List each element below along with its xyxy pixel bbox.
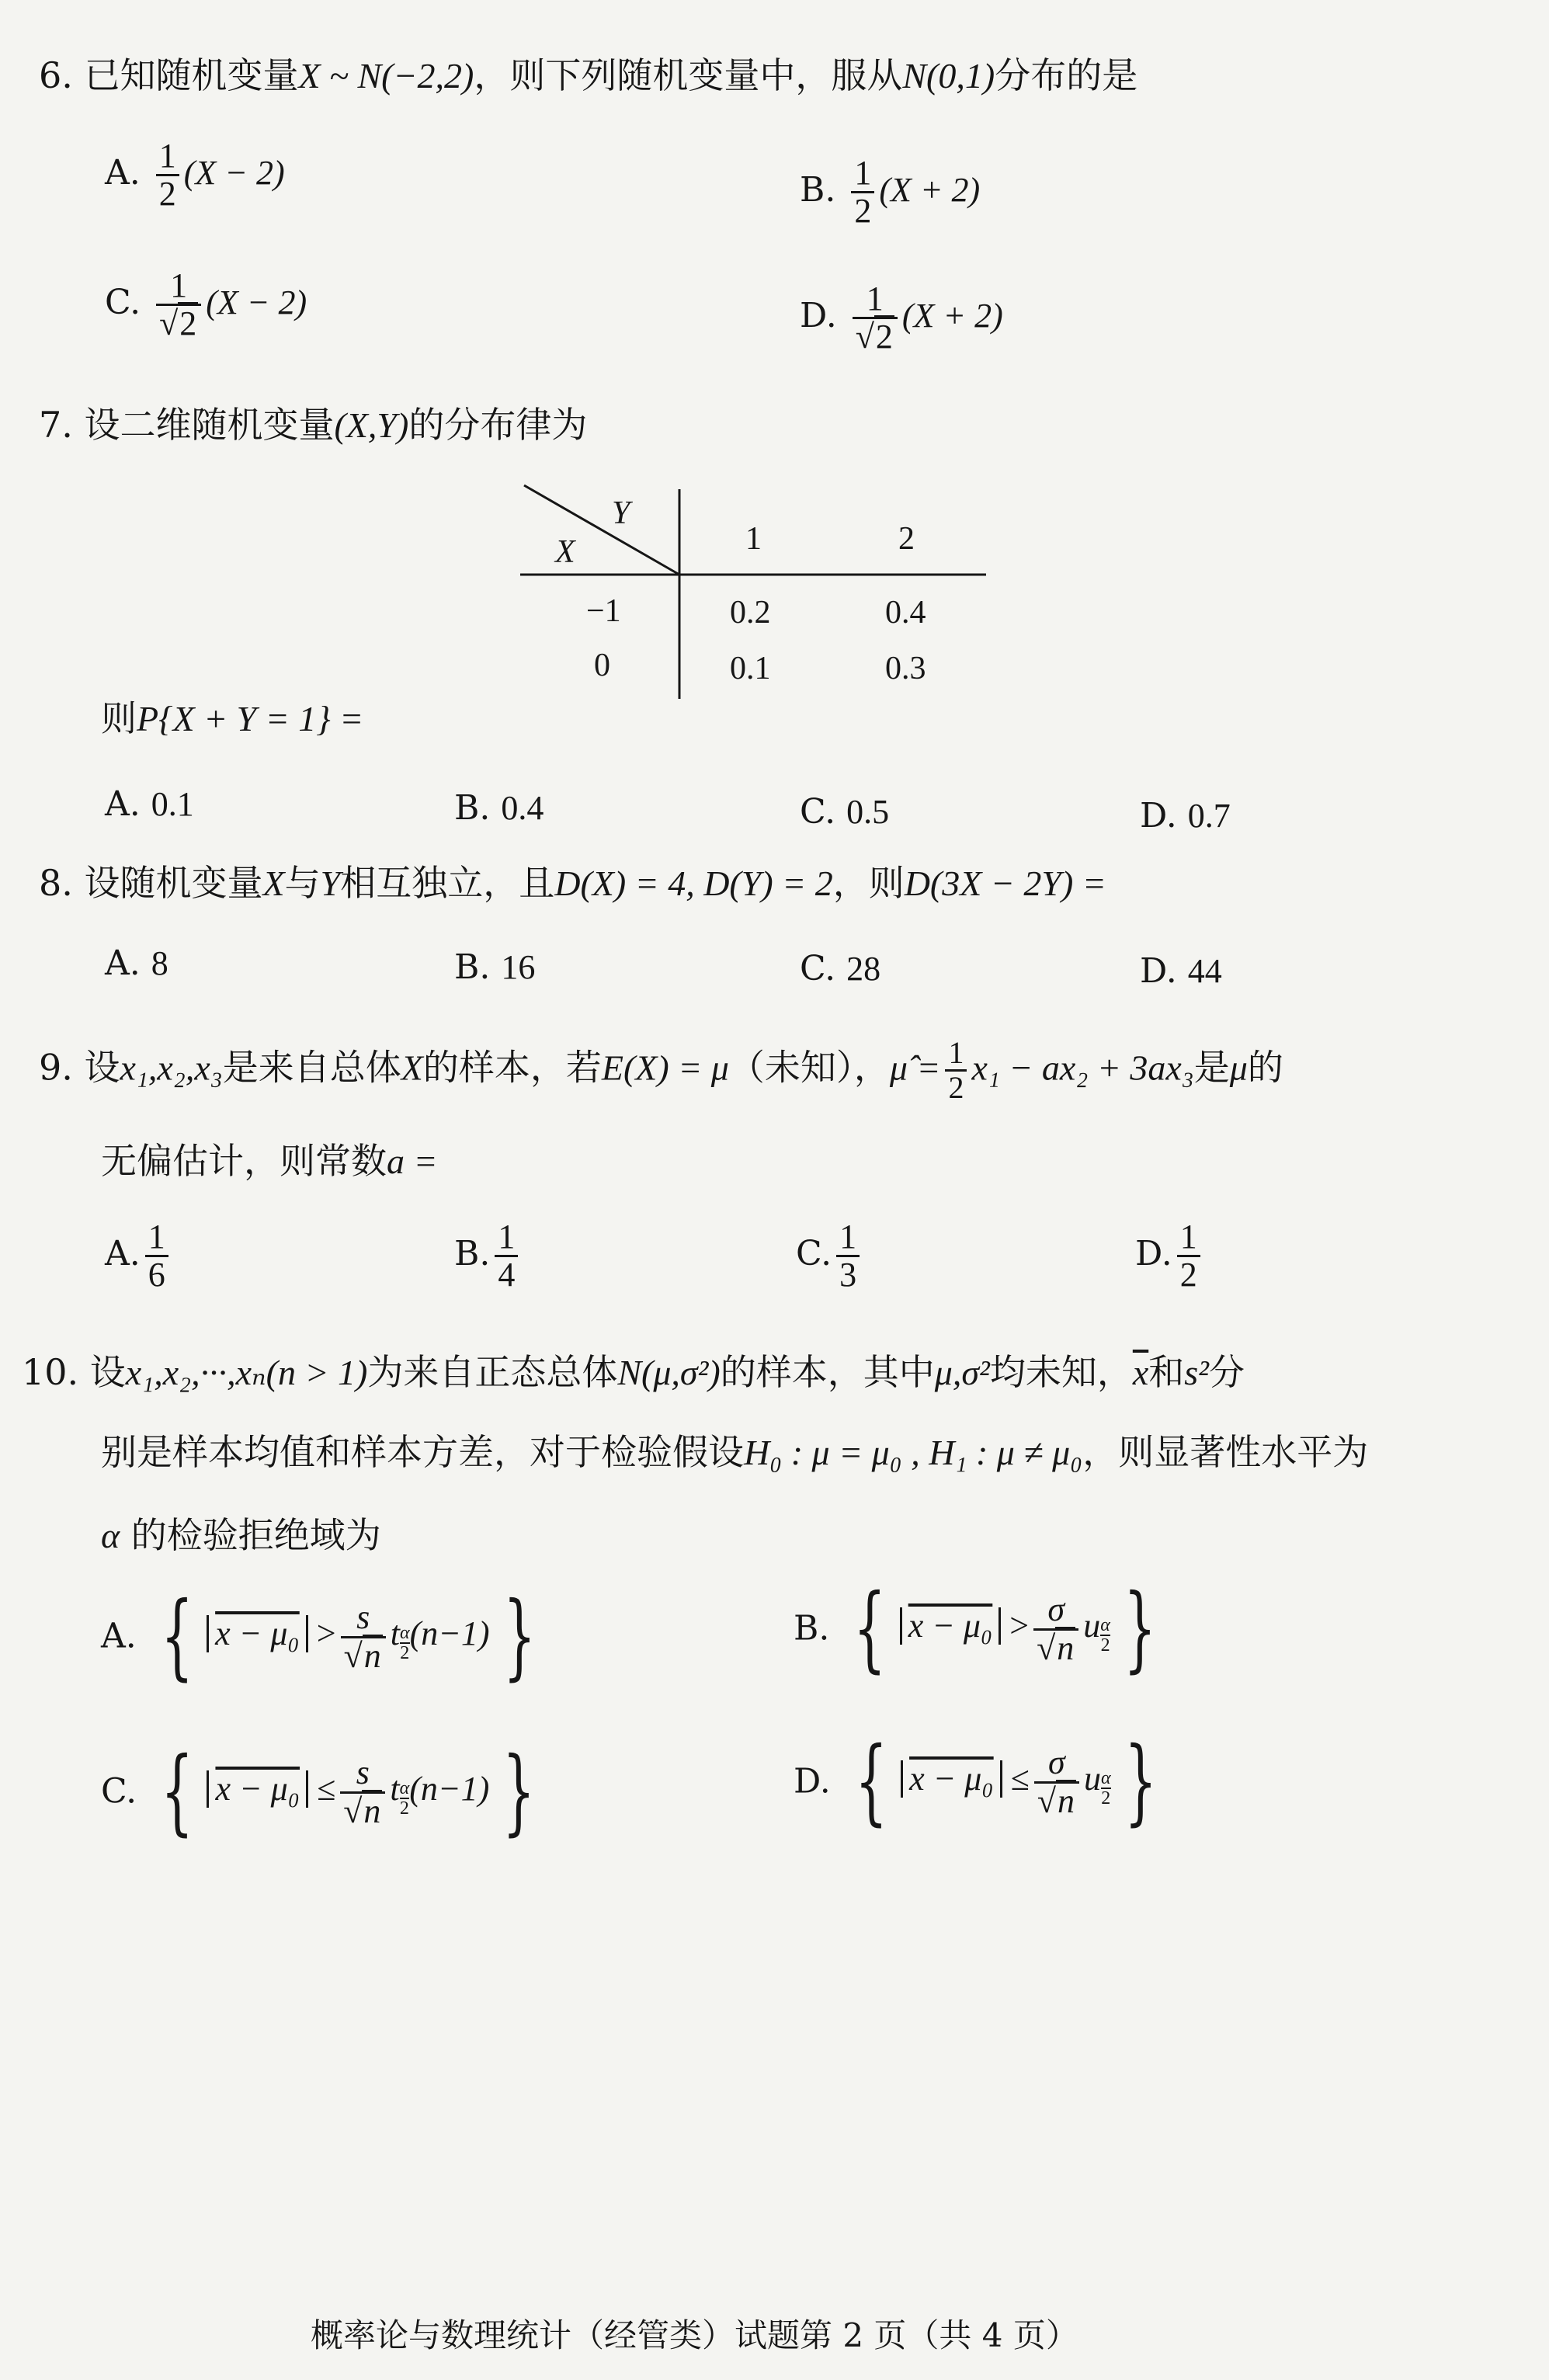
option-label: A. [105, 784, 141, 824]
alpha-den: 2 [400, 1643, 410, 1664]
q8-option-d[interactable] [1140, 951, 1222, 992]
q10-line2 [101, 1431, 1368, 1474]
q10-text-d: 均未知， [989, 1351, 1133, 1393]
frac-num: 1 [156, 138, 179, 176]
q9-option-c[interactable] [796, 1219, 864, 1293]
frac-num: 1 [1177, 1219, 1200, 1257]
alpha-den: 2 [1100, 1635, 1110, 1656]
q9-stem [39, 1037, 1283, 1104]
table-row-header: X [555, 534, 575, 570]
left-brace-icon: { [160, 1583, 193, 1690]
q8-text-a: 设随机变量 [84, 862, 263, 904]
q8-option-b[interactable] [454, 947, 535, 988]
q10-option-c[interactable] [101, 1738, 549, 1846]
sqrt-icon: √ [1037, 1781, 1056, 1820]
q9-estimator-lhs: μ̂ = [889, 1048, 941, 1088]
q9-text-d: （未知）， [728, 1046, 890, 1089]
alpha-den: 2 [1101, 1788, 1111, 1809]
option-lhs: x − μ₀ [215, 1614, 300, 1653]
frac-den: 4 [498, 1256, 516, 1294]
option-label: B. [454, 947, 491, 987]
q10-line2-b: ，则显著性水平为 [1082, 1431, 1369, 1473]
option-label: D. [1140, 951, 1177, 991]
option-value: 44 [1187, 952, 1222, 990]
q8-cond: D(X) = 4, D(Y) = 2 [554, 863, 833, 903]
option-value: 0.5 [846, 793, 890, 831]
frac-num: s [341, 1600, 386, 1638]
frac-num: 1 [853, 281, 898, 319]
q10-option-d[interactable] [794, 1728, 1170, 1836]
q10-line3-text: 的检验拒绝域为 [130, 1514, 381, 1556]
left-brace-icon: { [161, 1738, 194, 1846]
frac-num: σ [1034, 1745, 1079, 1783]
q9-line2 [101, 1140, 438, 1183]
q8-option-a[interactable] [105, 943, 168, 985]
option-stat: u [1083, 1760, 1101, 1798]
page-footer: 概率论与数理统计（经管类）试题第 2 页（共 4 页） [311, 2316, 1078, 2354]
q10-params: μ,σ² [934, 1353, 990, 1392]
table-cell-value: 0.1 [730, 651, 771, 686]
q10-option-a[interactable] [101, 1583, 549, 1690]
option-lhs: x − μ₀ [909, 1760, 994, 1798]
frac-num: 1 [495, 1219, 518, 1257]
q10-text-b: 为来自正态总体 [367, 1351, 618, 1393]
option-value: 28 [846, 950, 881, 988]
q9-mu: μ [1229, 1048, 1248, 1088]
q9-text-e: 是 [1193, 1046, 1230, 1089]
frac-num: 1 [945, 1037, 967, 1072]
q7-text-a: 设二维随机变量 [84, 404, 335, 446]
q8-option-c[interactable] [800, 949, 880, 990]
q6-option-d[interactable] [800, 281, 1003, 355]
sqrt-icon: √ [1037, 1628, 1056, 1667]
option-label: B. [800, 170, 836, 210]
q6-target: N(0,1) [902, 56, 995, 96]
q6-option-c[interactable] [105, 268, 307, 342]
q7-stem [39, 404, 587, 446]
sqrt-icon: √ [159, 304, 179, 343]
q7-number: 7. [39, 404, 73, 446]
alpha-num: α [1100, 1615, 1110, 1636]
q7-option-d[interactable] [1140, 796, 1231, 837]
frac-num: 1 [156, 268, 201, 306]
left-brace-icon: { [854, 1728, 887, 1836]
q9-text-f: 的 [1247, 1046, 1283, 1089]
option-value: 0.7 [1187, 797, 1231, 835]
q9-number: 9. [39, 1046, 73, 1089]
q9-option-a[interactable] [105, 1219, 173, 1293]
sqrt-icon: √ [343, 1636, 363, 1675]
q8-target: D(3X − 2Y) = [904, 863, 1106, 903]
q8-y: Y [320, 863, 341, 903]
q7-distribution-table [520, 478, 1002, 703]
q10-line2-a: 别是样本均值和样本方差，对于检验假设 [101, 1431, 744, 1473]
q9-x: X [401, 1048, 423, 1088]
q10-text-e: 和 [1148, 1351, 1185, 1393]
q10-xbar: $\overline{x}$ [1132, 1353, 1149, 1392]
frac-den: 3 [839, 1256, 857, 1294]
option-label: C. [105, 283, 141, 323]
option-expr: (X + 2) [901, 297, 1003, 335]
option-label: A. [105, 943, 141, 983]
option-value: 16 [501, 948, 536, 986]
option-label: B. [794, 1608, 830, 1649]
q8-text-d: ，则 [832, 862, 905, 904]
q8-text-b: 与 [284, 862, 321, 904]
q6-number: 6. [39, 54, 73, 96]
frac-num: s [340, 1755, 385, 1793]
q7-question-prefix: 则 [101, 697, 137, 739]
table-row-label: −1 [586, 593, 621, 629]
frac-den: n [362, 1790, 382, 1830]
option-value: 8 [151, 944, 168, 982]
option-op: ≤ [1010, 1760, 1030, 1798]
option-label: D. [1135, 1234, 1172, 1274]
q6-text-a: 已知随机变量 [84, 54, 299, 96]
option-label: C. [796, 1234, 832, 1274]
q6-option-b[interactable] [800, 155, 980, 229]
q9-option-b[interactable] [454, 1219, 523, 1293]
q7-pair: (X,Y) [334, 405, 409, 445]
q9-text-b: 是来自总体 [222, 1046, 401, 1089]
q9-mean: E(X) = μ [601, 1048, 729, 1088]
q6-stem [39, 54, 1137, 97]
q9-estimator-rest: x₁ − ax₂ + 3ax₃ [971, 1048, 1194, 1088]
option-label: D. [794, 1761, 831, 1802]
q9-text-a: 设 [84, 1046, 120, 1089]
option-label: C. [101, 1771, 137, 1812]
option-stat: t [390, 1770, 400, 1808]
q8-text-c: 相互独立，且 [340, 862, 555, 904]
option-expr: (X − 2) [183, 154, 285, 193]
q7-option-b[interactable] [454, 788, 544, 829]
option-lhs: x − μ₀ [215, 1770, 300, 1808]
q6-text-c: 分布的是 [995, 54, 1138, 96]
sqrt-icon: √ [343, 1791, 363, 1830]
frac-num: σ [1033, 1592, 1078, 1630]
q9-line2-text: 无偏估计，则常数 [101, 1140, 387, 1182]
q10-sample: x₁,x₂,···,xₙ(n > 1) [125, 1353, 368, 1392]
q10-dist: N(μ,σ²) [617, 1353, 721, 1392]
table-col-header: Y [612, 495, 630, 531]
option-stat: u [1083, 1607, 1101, 1645]
option-lhs: x − μ₀ [908, 1607, 993, 1645]
option-expr: (X + 2) [879, 171, 981, 210]
q7-question-expr: P{X + Y = 1} = [137, 699, 364, 738]
q10-stem [22, 1351, 1245, 1394]
right-brace-icon: } [502, 1583, 536, 1690]
option-label: A. [101, 1616, 137, 1656]
alpha-den: 2 [399, 1798, 409, 1819]
option-label: B. [454, 1234, 491, 1274]
option-tail: (n−1) [409, 1770, 490, 1808]
frac-den: 2 [854, 192, 872, 231]
q10-option-b[interactable] [794, 1575, 1169, 1683]
right-brace-icon: } [1124, 1575, 1157, 1683]
q9-line2-var: a = [387, 1141, 438, 1181]
frac-num: 1 [145, 1219, 168, 1257]
frac-den: n [1055, 1627, 1075, 1667]
q7-option-c[interactable] [800, 792, 889, 833]
table-cell-value: 0.4 [885, 595, 926, 631]
table-cell-value: 0.3 [885, 651, 926, 686]
q7-option-a[interactable] [105, 784, 194, 825]
q8-number: 8. [39, 862, 73, 904]
q10-text-c: 的样本，其中 [720, 1351, 935, 1393]
option-label: A. [105, 153, 141, 193]
sqrt-icon: √ [855, 318, 874, 356]
frac-num: 1 [851, 155, 874, 193]
frac-den: 2 [874, 315, 894, 356]
frac-den: 2 [158, 175, 176, 214]
q6-text-b: ，则下列随机变量中，服从 [474, 54, 903, 96]
q7-question-line [101, 697, 363, 740]
option-label: C. [800, 949, 836, 988]
option-stat: t [390, 1614, 400, 1653]
frac-den: 2 [1179, 1256, 1197, 1294]
option-op: ≤ [317, 1770, 336, 1808]
q10-hyp: H₀ : μ = μ₀ , H₁ : μ ≠ μ₀ [744, 1433, 1083, 1472]
frac-den: 2 [178, 302, 198, 342]
option-value: 0.4 [501, 789, 544, 827]
frac-num: 1 [836, 1219, 860, 1257]
frac-den: 2 [948, 1070, 964, 1105]
option-label: B. [454, 788, 491, 828]
alpha-num: α [1100, 1768, 1111, 1789]
option-label: D. [800, 296, 837, 336]
q8-stem [39, 862, 1106, 905]
table-row-label: 0 [594, 648, 610, 683]
alpha-num: α [399, 1778, 410, 1799]
option-value: 0.1 [151, 785, 194, 823]
right-brace-icon: } [502, 1738, 536, 1846]
option-label: D. [1140, 796, 1177, 836]
q10-text-a: 设 [89, 1351, 126, 1393]
option-op: > [1009, 1607, 1030, 1645]
q9-text-c: 的样本，若 [422, 1046, 602, 1089]
table-col-label: 1 [745, 521, 762, 557]
q9-option-d[interactable] [1135, 1219, 1205, 1293]
option-label: A. [105, 1234, 141, 1274]
q10-s2: s² [1184, 1353, 1209, 1392]
q8-x: X [262, 863, 285, 903]
option-tail: (n−1) [409, 1614, 490, 1653]
frac-den: n [1056, 1780, 1076, 1820]
table-cell-value: 0.2 [730, 595, 771, 631]
q10-text-f: 分 [1208, 1351, 1245, 1393]
table-col-label: 2 [898, 521, 915, 557]
q10-line3 [101, 1514, 381, 1557]
q10-line3-var: α [101, 1516, 120, 1555]
alpha-num: α [399, 1623, 410, 1644]
q10-number: 10. [22, 1351, 79, 1393]
frac-den: n [363, 1635, 383, 1675]
q6-option-a[interactable] [105, 138, 285, 212]
frac-den: 6 [148, 1256, 165, 1294]
right-brace-icon: } [1124, 1728, 1157, 1836]
option-expr: (X − 2) [206, 283, 307, 322]
q6-dist: X ~ N(−2,2) [298, 56, 474, 96]
option-op: > [316, 1614, 336, 1653]
q7-text-b: 的分布律为 [408, 404, 588, 446]
left-brace-icon: { [853, 1575, 887, 1683]
q9-sample: x₁,x₂,x₃ [120, 1048, 223, 1088]
option-label: C. [800, 792, 836, 832]
